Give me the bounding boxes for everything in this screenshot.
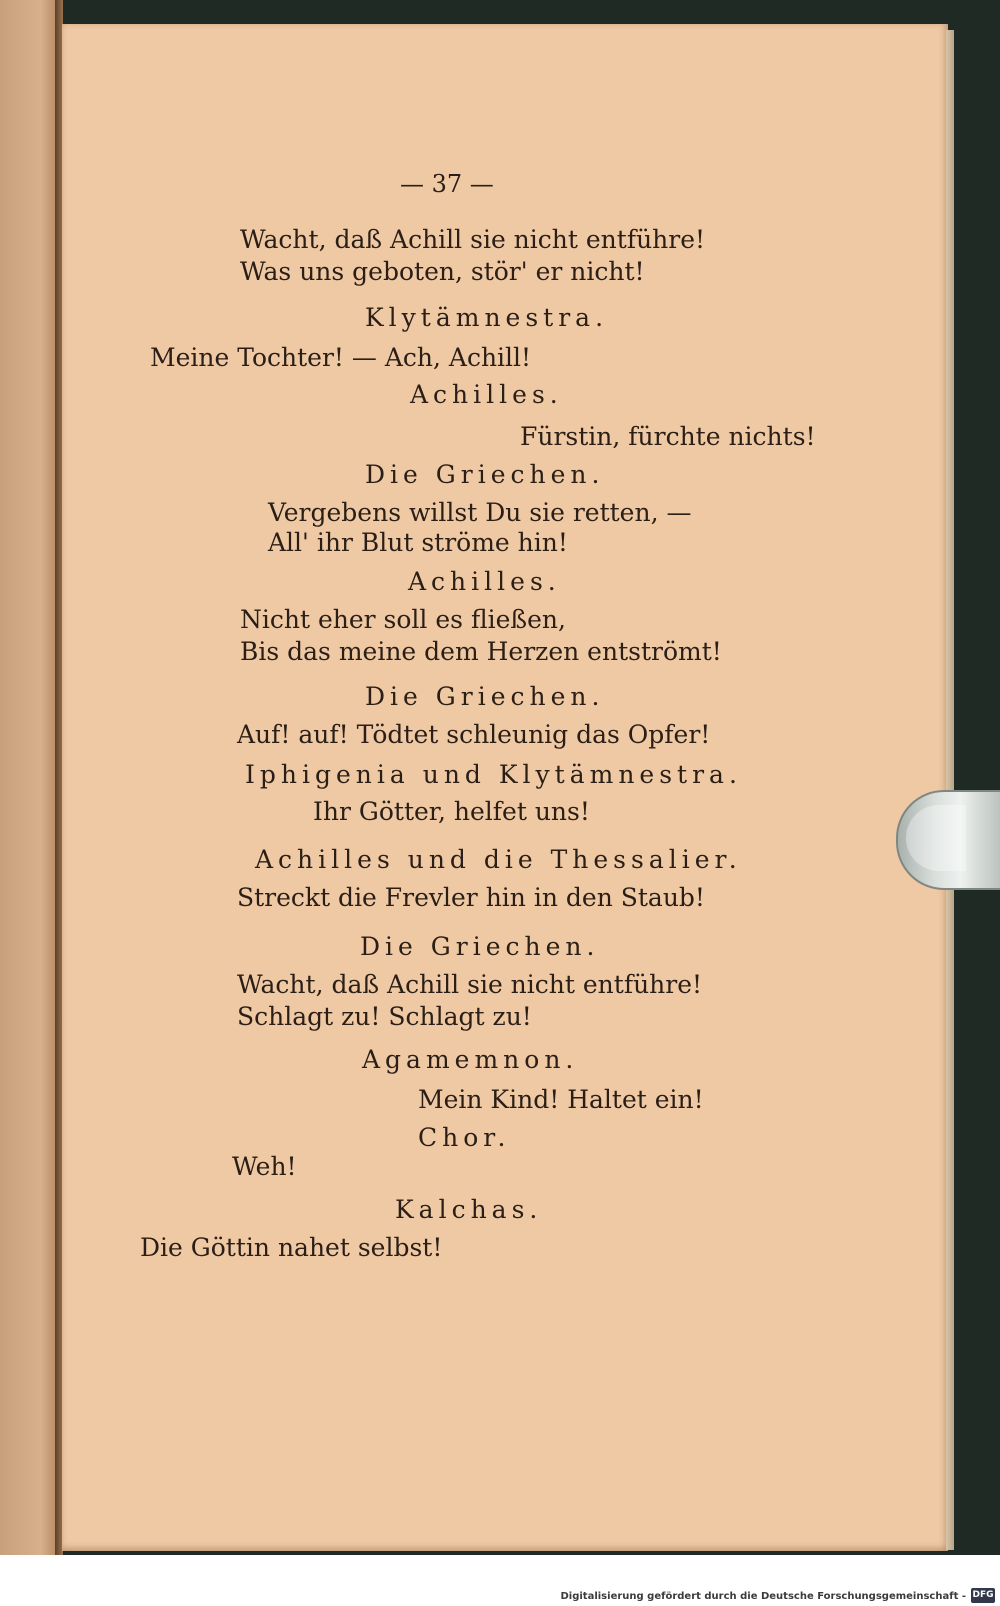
scanner-clip-highlight: [906, 805, 966, 871]
speaker-heading: Iphigenia und Klytämnestra.: [245, 760, 742, 789]
speaker-heading: Die Griechen.: [365, 682, 605, 711]
text-line: Wacht, daß Achill sie nicht entführe!: [237, 970, 703, 999]
text-line: Was uns geboten, stör' er nicht!: [240, 257, 645, 286]
speaker-heading: Achilles und die Thessalier.: [255, 845, 742, 874]
text-line: Bis das meine dem Herzen entströmt!: [240, 637, 722, 666]
text-line: Vergebens willst Du sie retten, —: [268, 498, 692, 527]
footer-credit: Digitalisierung gefördert durch die Deutsche Forschungsgemeinschaft -: [560, 1591, 966, 1602]
speaker-heading: Agamemnon.: [362, 1045, 579, 1074]
text-line: Auf! auf! Tödtet schleunig das Opfer!: [237, 720, 711, 749]
speaker-heading: Die Griechen.: [360, 932, 600, 961]
text-line: Streckt die Frevler hin in den Staub!: [237, 883, 705, 912]
dfg-logo: DFG: [971, 1588, 995, 1603]
page-number: — 37 —: [400, 170, 494, 198]
speaker-heading: Die Griechen.: [365, 460, 605, 489]
text-line: Fürstin, fürchte nichts!: [520, 422, 816, 451]
previous-page-edge: [0, 0, 60, 1555]
speaker-heading: Kalchas.: [395, 1195, 543, 1224]
text-line: Die Göttin nahet selbst!: [140, 1233, 443, 1262]
text-line: Mein Kind! Haltet ein!: [418, 1085, 704, 1114]
text-line: Weh!: [232, 1152, 297, 1181]
text-line: Wacht, daß Achill sie nicht entführe!: [240, 225, 706, 254]
speaker-heading: Achilles.: [410, 380, 563, 409]
speaker-heading: Klytämnestra.: [365, 303, 609, 332]
text-line: Schlagt zu! Schlagt zu!: [237, 1002, 532, 1031]
text-line: All' ihr Blut ströme hin!: [268, 528, 568, 557]
speaker-heading: Achilles.: [408, 567, 561, 596]
text-line: Nicht eher soll es fließen,: [240, 605, 566, 634]
speaker-heading: Chor.: [418, 1123, 511, 1152]
text-line: Meine Tochter! — Ach, Achill!: [150, 343, 532, 372]
text-line: Ihr Götter, helfet uns!: [313, 797, 590, 826]
